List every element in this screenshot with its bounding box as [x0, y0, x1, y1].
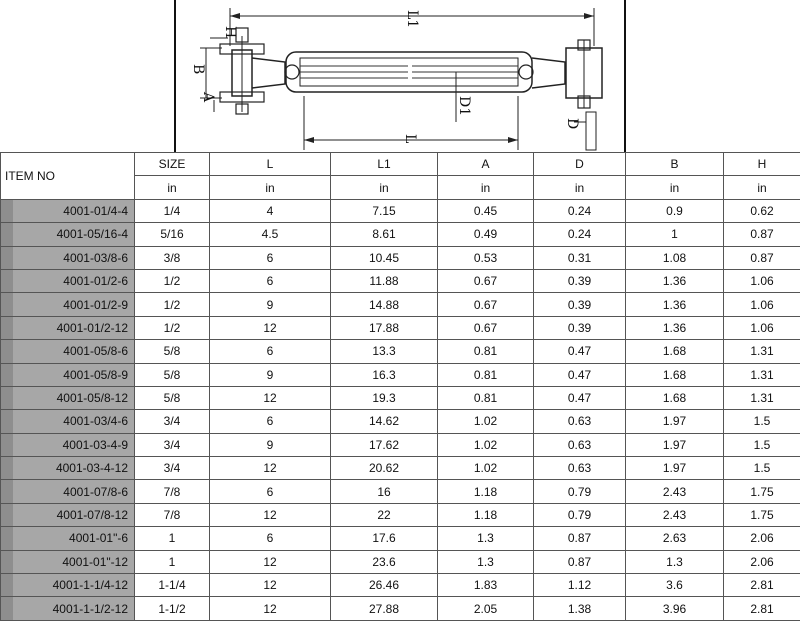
table-cell: 10.45: [331, 246, 438, 269]
b-label: B: [190, 64, 206, 74]
item-no-cell: 4001-01"-12: [1, 550, 135, 573]
item-no-cell: 4001-03/8-6: [1, 246, 135, 269]
header-cell: D: [534, 153, 626, 176]
table-cell: 0.39: [534, 269, 626, 292]
table-cell: 1.3: [438, 527, 534, 550]
item-no-cell: 4001-07/8-12: [1, 503, 135, 526]
table-cell: 1-1/2: [135, 597, 210, 620]
table-cell: 1.75: [724, 503, 800, 526]
table-cell: 1.5: [724, 433, 800, 456]
table-cell: 1/2: [135, 316, 210, 339]
table-cell: 0.39: [534, 293, 626, 316]
table-cell: 26.46: [331, 574, 438, 597]
table-row: [1, 574, 800, 597]
unit-cell: in: [438, 176, 534, 199]
table-cell: 0.81: [438, 386, 534, 409]
item-no-cell: 4001-05/8-12: [1, 386, 135, 409]
table-cell: 0.63: [534, 457, 626, 480]
table-cell: 6: [210, 480, 331, 503]
table-cell: 4.5: [210, 223, 331, 246]
table-cell: 6: [210, 410, 331, 433]
table-cell: 6: [210, 527, 331, 550]
table-cell: 2.81: [724, 597, 800, 620]
table-cell: 0.87: [724, 246, 800, 269]
table-row: [1, 246, 800, 269]
table-row: [1, 433, 800, 456]
table-cell: 0.87: [534, 527, 626, 550]
table-cell: 1.36: [626, 269, 724, 292]
table-cell: 11.88: [331, 269, 438, 292]
table-cell: 1.75: [724, 480, 800, 503]
table-cell: 0.87: [534, 550, 626, 573]
table-cell: 14.62: [331, 410, 438, 433]
table-cell: 23.6: [331, 550, 438, 573]
table-cell: 6: [210, 246, 331, 269]
table-cell: 12: [210, 597, 331, 620]
table-cell: 16.3: [331, 363, 438, 386]
table-cell: 3/4: [135, 410, 210, 433]
table-cell: 1.06: [724, 293, 800, 316]
table-row: [1, 550, 800, 573]
l-label: L: [402, 134, 418, 143]
table-cell: 0.9: [626, 199, 724, 222]
table-cell: 14.88: [331, 293, 438, 316]
table-cell: 22: [331, 503, 438, 526]
table-cell: 1.83: [438, 574, 534, 597]
item-no-cell: 4001-05/8-9: [1, 363, 135, 386]
table-cell: 1.38: [534, 597, 626, 620]
table-row: [1, 386, 800, 409]
table-cell: 0.87: [724, 223, 800, 246]
table-cell: 0.67: [438, 293, 534, 316]
header-cell: A: [438, 153, 534, 176]
table-cell: 1.06: [724, 269, 800, 292]
table-cell: 0.47: [534, 340, 626, 363]
table-cell: 20.62: [331, 457, 438, 480]
table-cell: 7/8: [135, 480, 210, 503]
l1-arrow-right: [584, 13, 594, 19]
table-cell: 9: [210, 293, 331, 316]
table-row: [1, 503, 800, 526]
table-cell: 12: [210, 386, 331, 409]
table-cell: 4: [210, 199, 331, 222]
table-row: [1, 199, 800, 222]
d-label: D: [564, 118, 580, 129]
table-cell: 1.3: [438, 550, 534, 573]
table-cell: 17.62: [331, 433, 438, 456]
header-cell: L1: [331, 153, 438, 176]
table-row: [1, 597, 800, 620]
table-cell: 12: [210, 574, 331, 597]
table-cell: 12: [210, 457, 331, 480]
item-no-cell: 4001-01/2-9: [1, 293, 135, 316]
table-cell: 2.63: [626, 527, 724, 550]
table-row: [1, 223, 800, 246]
table-cell: 1: [626, 223, 724, 246]
table-cell: 5/16: [135, 223, 210, 246]
table-cell: 2.06: [724, 550, 800, 573]
table-row: [1, 340, 800, 363]
table-row: [1, 480, 800, 503]
table-cell: 1.68: [626, 386, 724, 409]
table-cell: 1.06: [724, 316, 800, 339]
table-cell: 7.15: [331, 199, 438, 222]
turnbuckle-diagram: [0, 0, 800, 152]
table-cell: 0.47: [534, 363, 626, 386]
table-cell: 1: [135, 527, 210, 550]
table-row: [1, 316, 800, 339]
table-cell: 6: [210, 269, 331, 292]
l1-arrow-left: [230, 13, 240, 19]
table-body: [1, 199, 800, 620]
table-cell: 0.39: [534, 316, 626, 339]
table-cell: 3/8: [135, 246, 210, 269]
table-cell: 0.63: [534, 410, 626, 433]
table-cell: 1-1/4: [135, 574, 210, 597]
table-cell: 13.3: [331, 340, 438, 363]
table-cell: 1.68: [626, 363, 724, 386]
header-cell: B: [626, 153, 724, 176]
table-cell: 1.02: [438, 433, 534, 456]
table-cell: 1/2: [135, 269, 210, 292]
item-no-cell: 4001-07/8-6: [1, 480, 135, 503]
unit-cell: in: [626, 176, 724, 199]
table-cell: 3.6: [626, 574, 724, 597]
d1-label: D1: [456, 96, 472, 116]
table-cell: 3.96: [626, 597, 724, 620]
header-cell: L: [210, 153, 331, 176]
table-cell: 2.06: [724, 527, 800, 550]
table-cell: 7/8: [135, 503, 210, 526]
item-no-cell: 4001-05/8-6: [1, 340, 135, 363]
table-row: [1, 527, 800, 550]
table-row: [1, 363, 800, 386]
item-no-cell: 4001-1-1/2-12: [1, 597, 135, 620]
h-label: H: [222, 26, 238, 38]
table-cell: 1.18: [438, 480, 534, 503]
table-row: [1, 457, 800, 480]
table-cell: 1: [135, 550, 210, 573]
table-cell: 2.81: [724, 574, 800, 597]
l1-label: L1: [404, 10, 420, 28]
table-cell: 1/2: [135, 293, 210, 316]
table-cell: 5/8: [135, 386, 210, 409]
table-cell: 1.5: [724, 457, 800, 480]
table-cell: 8.61: [331, 223, 438, 246]
table-cell: 0.81: [438, 363, 534, 386]
table-cell: 2.05: [438, 597, 534, 620]
table-cell: 1/4: [135, 199, 210, 222]
table-cell: 1.18: [438, 503, 534, 526]
table-cell: 17.6: [331, 527, 438, 550]
table-cell: 1.31: [724, 340, 800, 363]
spec-table: [0, 152, 800, 621]
item-no-cell: 4001-03/4-6: [1, 410, 135, 433]
table-cell: 1.02: [438, 457, 534, 480]
unit-cell: in: [210, 176, 331, 199]
table-cell: 1.31: [724, 386, 800, 409]
table-cell: 1.5: [724, 410, 800, 433]
item-no-cell: 4001-01/2-12: [1, 316, 135, 339]
table-cell: 0.81: [438, 340, 534, 363]
table-cell: 1.3: [626, 550, 724, 573]
unit-cell: in: [331, 176, 438, 199]
item-no-cell: 4001-01/2-6: [1, 269, 135, 292]
table-cell: 5/8: [135, 363, 210, 386]
table-cell: 1.08: [626, 246, 724, 269]
table-cell: 1.97: [626, 433, 724, 456]
table-cell: 9: [210, 363, 331, 386]
table-cell: 3/4: [135, 433, 210, 456]
item-no-cell: 4001-03-4-12: [1, 457, 135, 480]
table-cell: 5/8: [135, 340, 210, 363]
unit-cell: in: [135, 176, 210, 199]
table-cell: 17.88: [331, 316, 438, 339]
header-cell: H: [724, 153, 800, 176]
table-cell: 0.67: [438, 269, 534, 292]
table-cell: 1.36: [626, 316, 724, 339]
table-cell: 2.43: [626, 480, 724, 503]
table-cell: 0.31: [534, 246, 626, 269]
table-cell: 0.67: [438, 316, 534, 339]
table-cell: 0.62: [724, 199, 800, 222]
table-cell: 2.43: [626, 503, 724, 526]
item-no-cell: 4001-1-1/4-12: [1, 574, 135, 597]
item-no-cell: 4001-03-4-9: [1, 433, 135, 456]
table-cell: 12: [210, 550, 331, 573]
table-cell: 1.02: [438, 410, 534, 433]
item-no-cell: 4001-05/16-4: [1, 223, 135, 246]
table-cell: 0.49: [438, 223, 534, 246]
table-cell: 1.68: [626, 340, 724, 363]
table-row: [1, 269, 800, 292]
table-cell: 1.97: [626, 410, 724, 433]
header-row: [1, 153, 800, 176]
table-cell: 0.79: [534, 503, 626, 526]
table-cell: 6: [210, 340, 331, 363]
table-cell: 16: [331, 480, 438, 503]
table-cell: 0.24: [534, 199, 626, 222]
header-cell: SIZE: [135, 153, 210, 176]
unit-cell: in: [534, 176, 626, 199]
item-no-cell: 4001-01"-6: [1, 527, 135, 550]
table-cell: 12: [210, 316, 331, 339]
table-row: [1, 410, 800, 433]
a-label: A: [200, 91, 216, 103]
table-cell: 1.36: [626, 293, 724, 316]
table-row: [1, 293, 800, 316]
unit-cell: in: [724, 176, 800, 199]
table-cell: 0.53: [438, 246, 534, 269]
table-cell: 0.24: [534, 223, 626, 246]
table-cell: 1.12: [534, 574, 626, 597]
table-cell: 27.88: [331, 597, 438, 620]
header-cell: ITEM NO: [1, 153, 135, 200]
table-cell: 0.79: [534, 480, 626, 503]
table-cell: 3/4: [135, 457, 210, 480]
table-cell: 1.31: [724, 363, 800, 386]
table-cell: 1.97: [626, 457, 724, 480]
item-no-cell: 4001-01/4-4: [1, 199, 135, 222]
table-cell: 12: [210, 503, 331, 526]
table-cell: 0.63: [534, 433, 626, 456]
table-cell: 0.45: [438, 199, 534, 222]
table-cell: 19.3: [331, 386, 438, 409]
table-cell: 9: [210, 433, 331, 456]
table-cell: 0.47: [534, 386, 626, 409]
